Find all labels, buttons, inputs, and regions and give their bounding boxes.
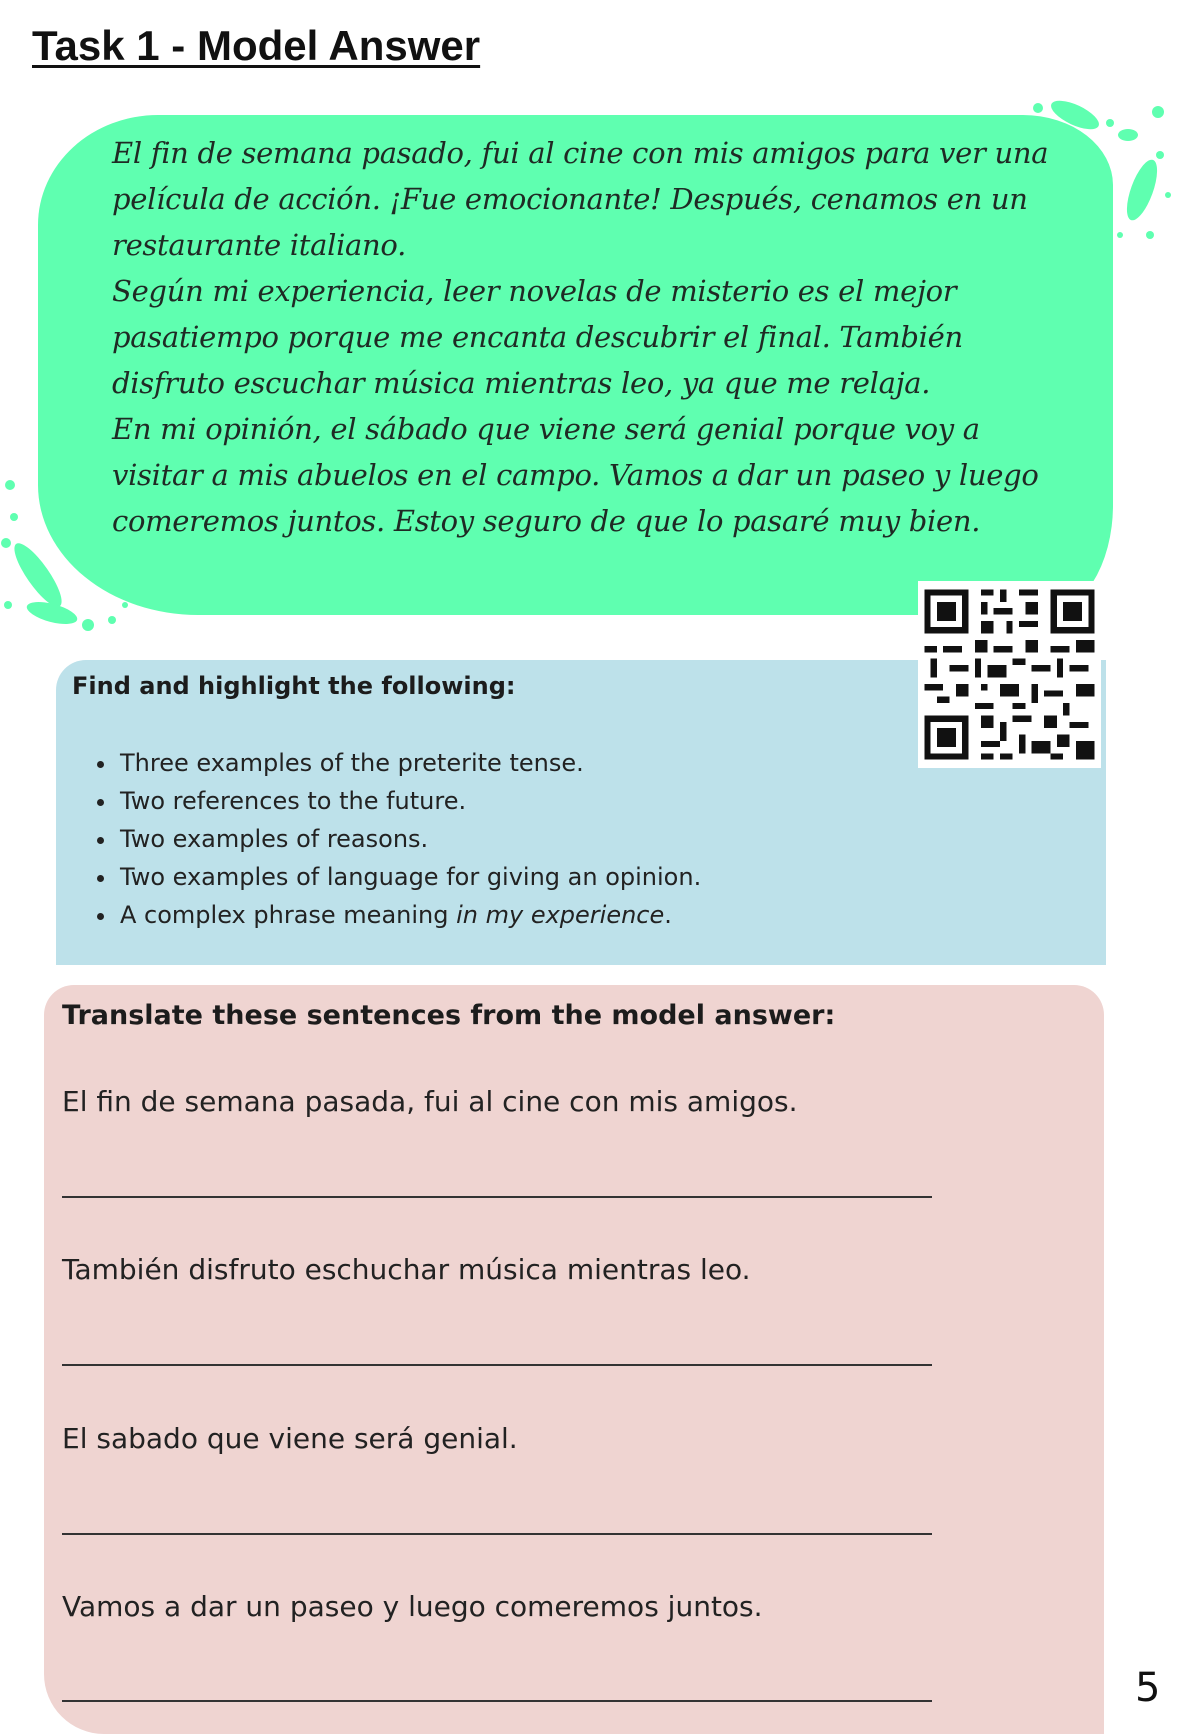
answer-line-3[interactable] <box>62 1533 932 1535</box>
translate-sentence-1: El fin de semana pasada, fui al cine con mis amigos. <box>62 1085 798 1118</box>
translate-sentence-2: También disfruto eschuchar música mientras leo. <box>62 1253 751 1286</box>
list-item: • Three examples of the preterite tense. <box>118 744 701 782</box>
page-title: Task 1 - Model Answer <box>32 22 481 69</box>
model-answer-text <box>112 130 1072 544</box>
translate-heading: Translate these sentences from the model answer: <box>62 1000 836 1031</box>
translate-sentence-4: Vamos a dar un paseo y luego comeremos juntos. <box>62 1590 763 1623</box>
translate-sentence-3: El sabado que viene será genial. <box>62 1422 518 1455</box>
answer-line-2[interactable] <box>62 1364 932 1366</box>
answer-line-1[interactable] <box>62 1196 932 1198</box>
list-item-italic: in my experience <box>456 901 665 929</box>
find-highlight-list <box>88 744 701 934</box>
list-item: • Two examples of reasons. <box>118 820 701 858</box>
list-item: • Two references to the future. <box>118 782 701 820</box>
list-item: • Two examples of language for giving an opinion. <box>118 858 701 896</box>
list-item-text: . <box>664 901 672 929</box>
find-highlight-heading: Find and highlight the following: <box>72 672 516 700</box>
list-item <box>118 896 701 934</box>
model-paragraph: En mi opinión, el sábado que viene será genial porque voy a visitar a mis abuelos en el campo. Vamos a dar un paseo y luego comeremos juntos. Estoy seguro de que lo pasaré muy bien. <box>112 412 1039 538</box>
page-number: 5 <box>1135 1665 1161 1711</box>
list-item-text: A complex phrase meaning <box>120 901 457 929</box>
answer-line-4[interactable] <box>62 1700 932 1702</box>
model-paragraph: El fin de semana pasado, fui al cine con mis amigos para ver una película de acción. ¡Fue emocionante! Después, cenamos en un restaurante italiano. <box>112 136 1049 262</box>
qr-code-icon[interactable] <box>918 581 1101 768</box>
model-paragraph: Según mi experiencia, leer novelas de misterio es el mejor pasatiempo porque me encanta descubrir el final. También disfruto escuchar música mientras leo, ya que me relaja. <box>112 274 963 400</box>
